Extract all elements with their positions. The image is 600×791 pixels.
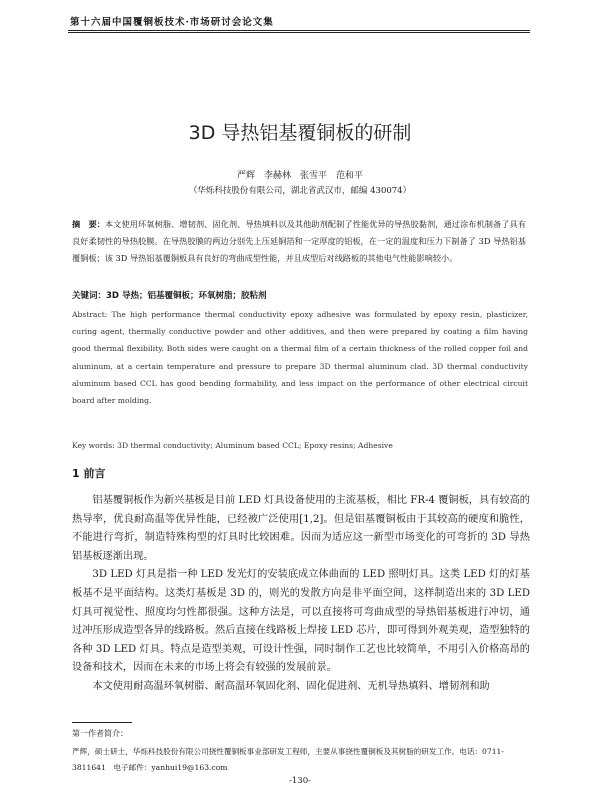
section-heading-introduction: 1 前言 [72, 467, 106, 480]
affiliation: （华烁科技股份有限公司，湖北省武汉市，邮编 430074） [188, 186, 412, 196]
body-text [72, 492, 530, 697]
keywords-cn-text: 3D 导热；铝基覆铜板；环氧树脂；胶粘剂 [106, 291, 267, 301]
header-rule-bottom [68, 32, 530, 33]
keywords-cn [72, 289, 526, 301]
footnote-rule [72, 722, 132, 723]
keywords-en-label: Key words: [72, 441, 115, 450]
paper-title: 3D 导热铝基覆铜板的研制 [188, 122, 412, 144]
abstract-en-text: The high performance thermal conductivity epoxy adhesive was formulated by epoxy resin, plasticizer, curing agent, thermally conductive powder and other additives, and then were prepared by coating a film having good thermal flexibility. Both sides were caught on a thermal film of a certain thickness of the rolled copper foil and aluminum, at a certain temperature and pressure to prepare 3D thermal aluminum clad. 3D thermal conductivity aluminum based CCL has good bending formability, and less impact on the performance of other electrical circuit board after molding. [72, 310, 528, 406]
keywords-cn-label: 关键词： [72, 291, 107, 301]
abstract-cn [72, 216, 526, 268]
abstract-cn-text: 本文使用环氧树脂、增韧剂、固化剂、导热填料以及其他助剂配制了性能优异的导热胶黏剂，通过涂布机制备了具有良好柔韧性的导热胶膜。在导热胶膜的两边分别先上压延铜箔和一定厚度的铝板，在一定的温度和压力下制备了 3D 导热铝基覆铜板；该 3D 导热铝基覆铜板具有良好的弯曲成型性能，并且成型后对线路板的其他电气性能影响较小。 [72, 219, 526, 264]
header-rule-top [68, 30, 530, 31]
abstract-en-label: Abstract: [72, 310, 108, 319]
abstract-en [72, 306, 528, 409]
running-header: 第十六届中国覆铜板技术·市场研讨会论文集 [70, 17, 274, 28]
footnote-text: 严辉，硕士研士，华烁科技股份有限公司挠性覆铜板事业部研发工程师，主要从事挠性覆铜板及其树脂的研发工作。电话：0711-3811641 电子邮件：yanhui19@163.com [72, 747, 504, 772]
abstract-cn-label: 摘 要： [72, 219, 106, 229]
footnote-heading: 第一作者简介： [72, 729, 128, 738]
authors: 严辉 李赫林 张雪平 范和平 [236, 171, 363, 181]
body-paragraph: 本文使用耐高温环氧树脂、耐高温环氧固化剂、固化促进剂、无机导热填料、增韧剂和助 [92, 680, 490, 692]
body-paragraph: 铝基覆铜板作为新兴基板是目前 LED 灯具设备使用的主流基板，相比 FR-4 覆铜板，具有较高的热导率，优良耐高温等优异性能，已经被广泛使用[1,2]。但是铝基覆铜板由于其较高的硬度和脆性，不能进行弯折，制造特殊构型的灯具时比较困难。因而为适应这一新型市场变化的可弯折的 3D 导热铝基板逐渐出现。 [72, 495, 530, 562]
keywords-en-text: 3D thermal conductivity; Aluminum based CCL; Epoxy resins; Adhesive [117, 441, 393, 450]
page-number: -130- [289, 776, 311, 786]
body-paragraph: 3D LED 灯具是指一种 LED 发光灯的安装底成立体曲面的 LED 照明灯具。这类 LED 灯的灯基板基不是平面结构。这类灯基板是 3D 的，则光的发散方向是非平面空间，这样制造出来的 3D LED 灯具可视觉性、照度均匀性都很强。这种方法是，可以直接将可弯曲成型的导热铝基板进行冲切，通过冲压形成造型各异的线路板。然后直接在线路板上焊接 LED 芯片，即可得到外观美观，造型独特的各种 3D LED 灯具。特点是造型美观，可设计性强，同时制作工艺也比较简单，不用引入价格高昂的设备和技术，因而在未来的市场上将会有较强的发展前景。 [72, 569, 530, 674]
keywords-en [72, 441, 528, 450]
